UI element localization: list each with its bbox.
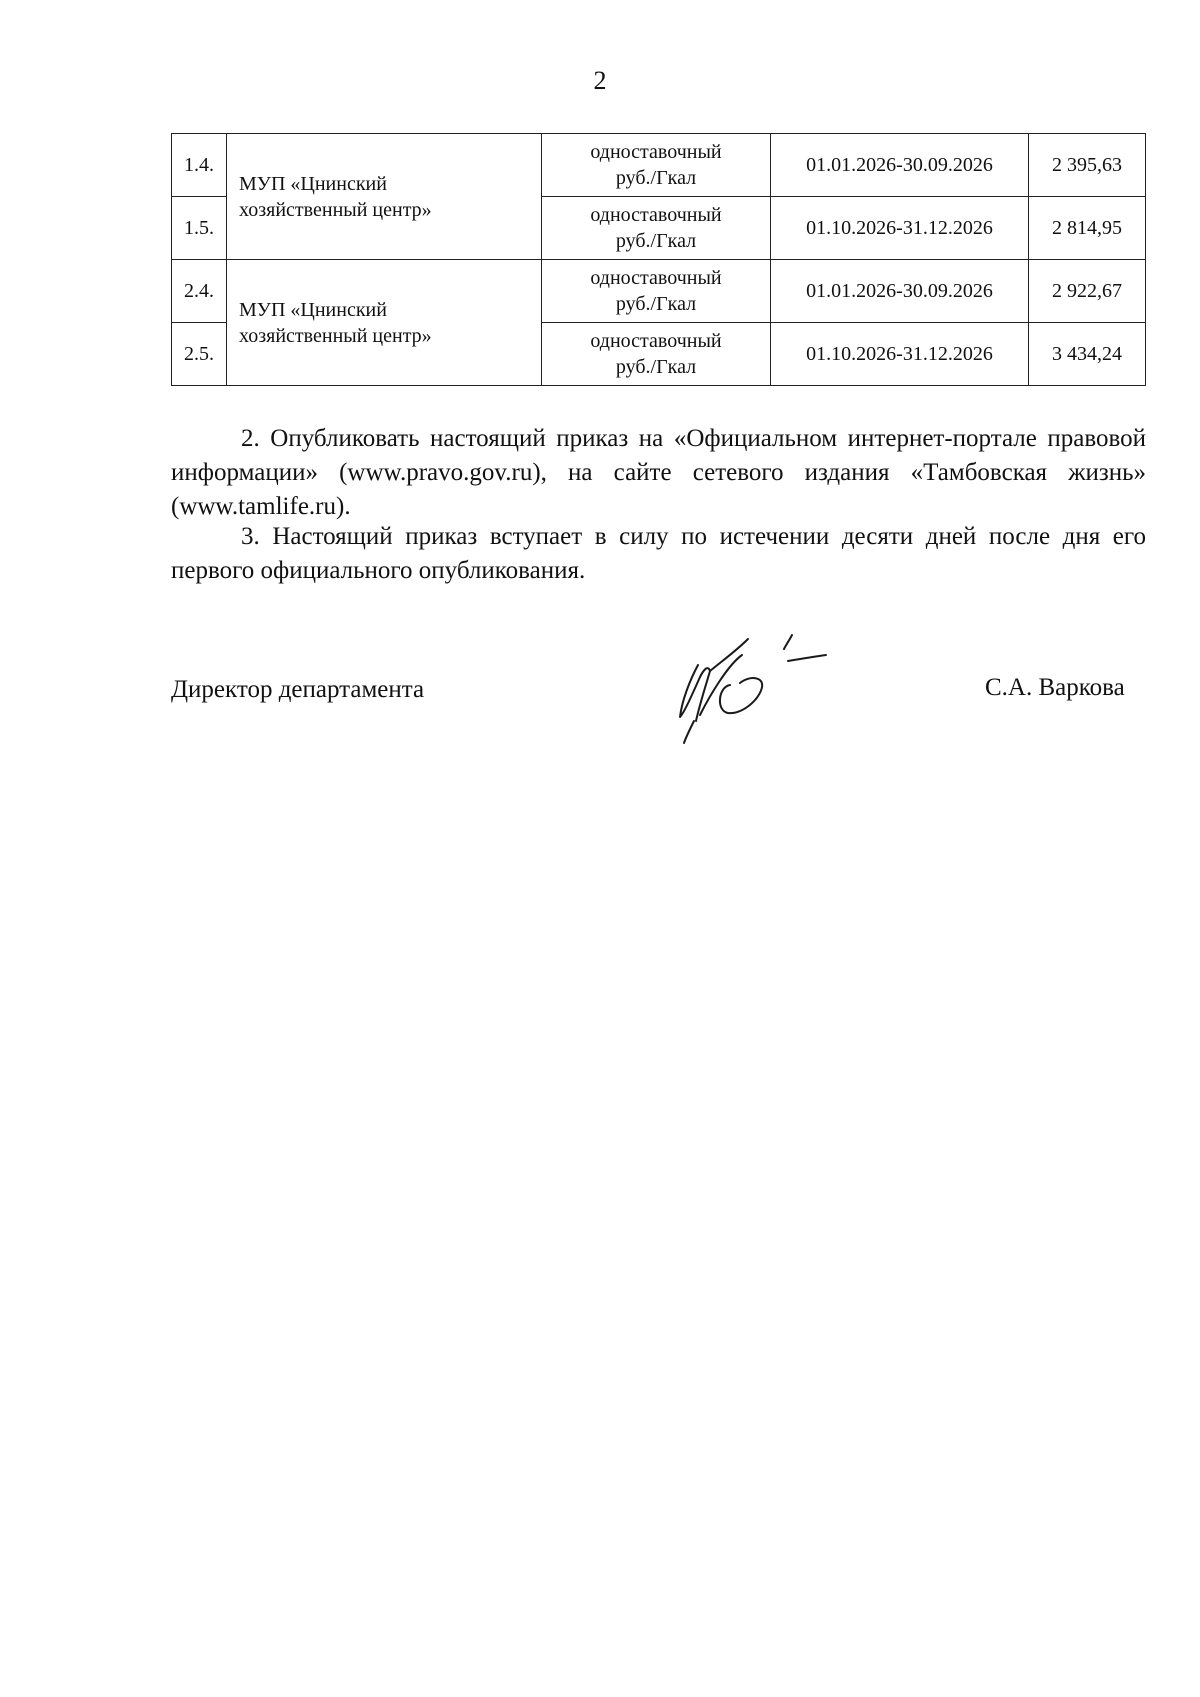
tariff-type: одноставочный — [590, 267, 722, 289]
row-number: 2.5. — [172, 323, 227, 386]
tariff-value-cell: 2 395,63 — [1029, 134, 1146, 197]
organization-cell — [227, 134, 542, 260]
signatory-name: С.А. Варкова — [985, 674, 1125, 701]
tariff-type-cell — [542, 197, 771, 260]
table-row — [172, 260, 1146, 323]
tariff-value-cell: 2 814,95 — [1029, 197, 1146, 260]
signatory-title: Директор департамента — [171, 676, 425, 703]
row-number: 1.4. — [172, 134, 227, 197]
tariff-type: одноставочный — [590, 330, 722, 352]
tariff-unit: руб./Гкал — [615, 356, 697, 378]
organization-name: МУП «Цнинский хозяйственный центр» — [239, 298, 432, 347]
tariff-type-cell — [542, 323, 771, 386]
tariff-type-cell — [542, 260, 771, 323]
paragraph-effective-text: 3. Настоящий приказ вступает в силу по истечении десяти дней после дня его первого официального опубликования. — [171, 523, 1146, 584]
tariff-unit: руб./Гкал — [615, 230, 697, 252]
paragraph-effective — [171, 520, 1146, 588]
tariff-value-cell: 2 922,67 — [1029, 260, 1146, 323]
tariff-unit: руб./Гкал — [615, 293, 697, 315]
period-cell: 01.10.2026-31.12.2026 — [771, 197, 1029, 260]
table-row — [172, 134, 1146, 197]
period-cell: 01.01.2026-30.09.2026 — [771, 260, 1029, 323]
row-number: 2.4. — [172, 260, 227, 323]
tariff-type-cell — [542, 134, 771, 197]
period-cell: 01.10.2026-31.12.2026 — [771, 323, 1029, 386]
tariff-table — [171, 133, 1146, 386]
organization-name: МУП «Цнинский хозяйственный центр» — [239, 172, 432, 221]
row-number: 1.5. — [172, 197, 227, 260]
page-number: 2 — [593, 66, 607, 95]
handwritten-signature — [670, 625, 850, 750]
paragraph-publish-text: 2. Опубликовать настоящий приказ на «Официальном интернет-портале правовой информации» (www.pravo.gov.ru), на сайте сетевого издания «Тамбовская жизнь» (www.tamlife.ru). — [171, 425, 1146, 520]
tariff-value-cell: 3 434,24 — [1029, 323, 1146, 386]
organization-cell — [227, 260, 542, 386]
tariff-unit: руб./Гкал — [615, 167, 697, 189]
tariff-type: одноставочный — [590, 204, 722, 226]
period-cell: 01.01.2026-30.09.2026 — [771, 134, 1029, 197]
tariff-type: одноставочный — [590, 141, 722, 163]
paragraph-publish — [171, 422, 1146, 524]
